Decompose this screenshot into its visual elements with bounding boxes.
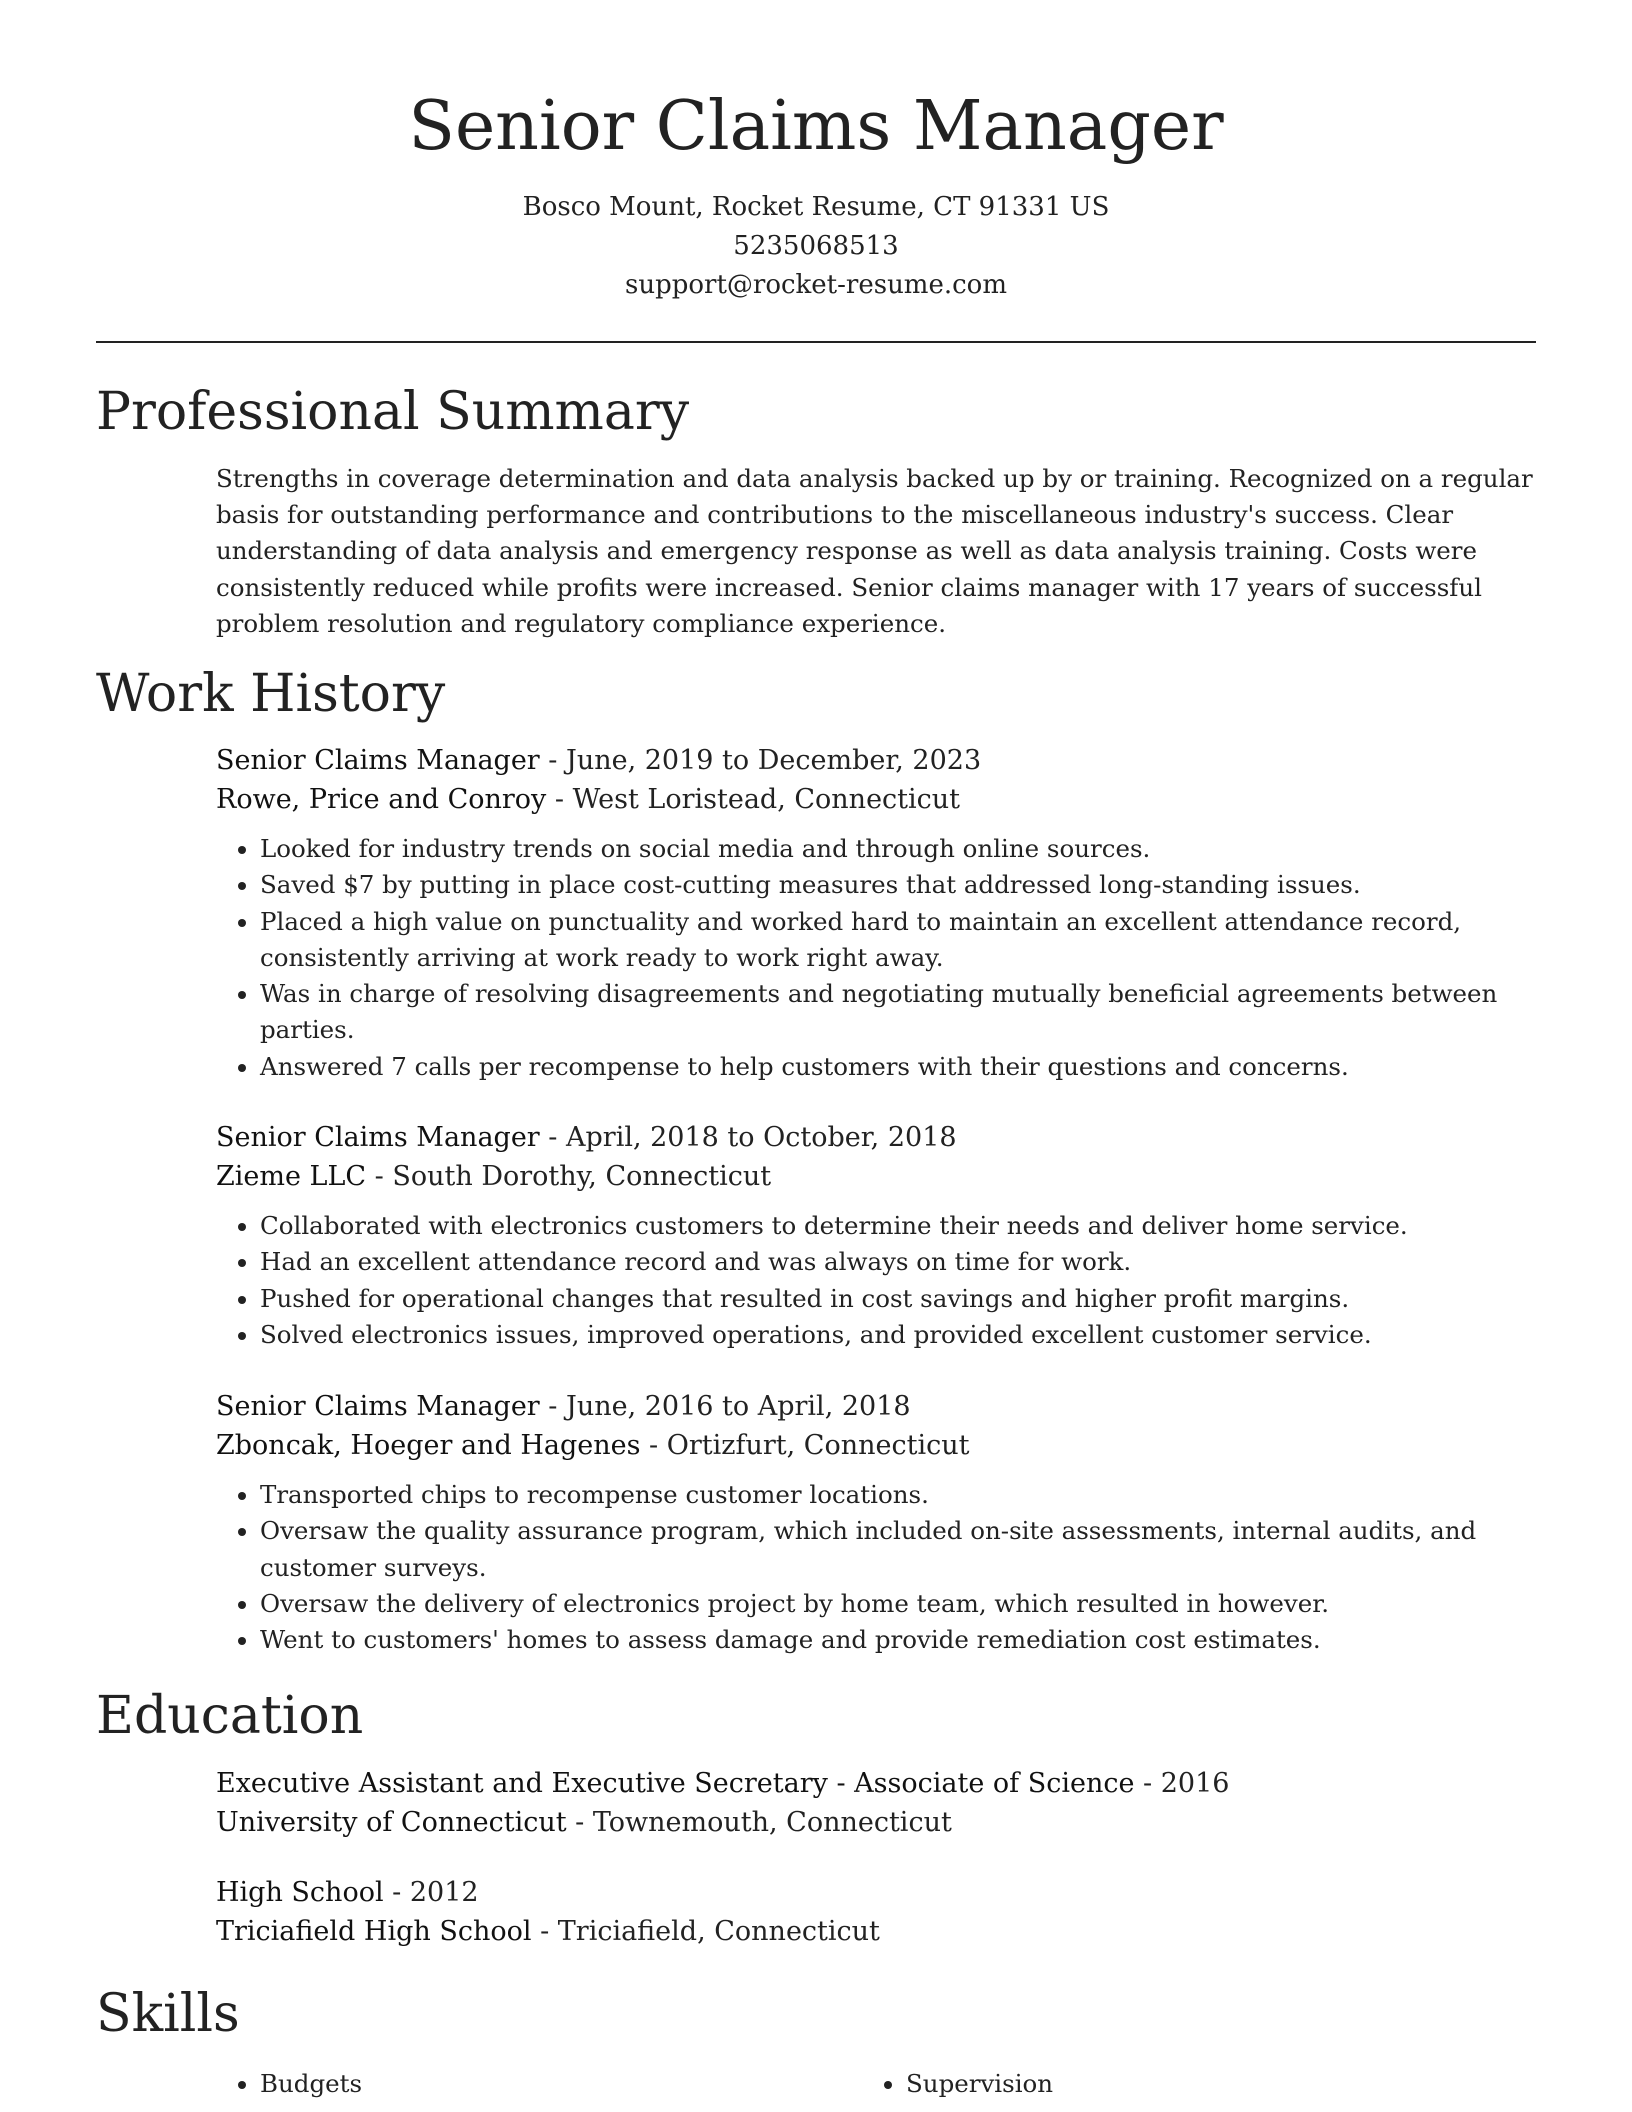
degree-line (216, 1873, 1546, 1912)
list-item: • Answered 7 calls per recompense to help customers with their questions and concerns. (260, 1049, 1546, 1085)
address: Bosco Mount, Rocket Resume, CT 91331 US (522, 192, 1110, 222)
list-item: • Oversaw the delivery of electronics project by home team, which resulted in however. (260, 1586, 1546, 1622)
header-divider (96, 341, 1536, 343)
graduation-year: - 2012 (383, 1877, 479, 1908)
list-item: • Went to customers' homes to assess damage and provide remediation cost estimates. (260, 1622, 1546, 1658)
job-entry-3 (216, 1387, 1546, 1658)
skill-item: • Budgets (260, 2066, 362, 2102)
degree-line (216, 1764, 1546, 1803)
skills-column-right (862, 2066, 1053, 2102)
degree: Executive Assistant and Executive Secretary - Associate of Science (216, 1768, 1135, 1799)
graduation-year: - 2016 (1134, 1768, 1230, 1799)
job-company-line (216, 780, 1546, 819)
job-entry-1 (216, 741, 1546, 1085)
job-dates: - June, 2016 to April, 2018 (539, 1391, 911, 1422)
school-location: - Triciafield, Connecticut (531, 1916, 880, 1947)
company-name: Zieme LLC (216, 1161, 367, 1192)
school-location: - Townemouth, Connecticut (566, 1807, 952, 1838)
job-bullets (216, 831, 1546, 1085)
list-item: • Transported chips to recompense customer locations. (260, 1477, 1546, 1513)
job-bullets (216, 1477, 1546, 1658)
school-name: Triciafield High School (216, 1916, 532, 1947)
work-history-heading: Work History (96, 664, 446, 724)
education-heading: Education (96, 1686, 364, 1746)
job-title: Senior Claims Manager (216, 1391, 540, 1422)
phone-number: 5235068513 (733, 231, 899, 261)
company-location: - Ortizfurt, Connecticut (640, 1430, 970, 1461)
skills-list (216, 2066, 362, 2102)
job-dates: - April, 2018 to October, 2018 (539, 1122, 957, 1153)
education-entry-2 (216, 1873, 1546, 1951)
list-item: • Placed a high value on punctuality and worked hard to maintain an excellent attendance record, consistently arriving at work ready to work right away. (260, 904, 1546, 977)
company-name: Rowe, Price and Conroy (216, 784, 547, 815)
job-bullets (216, 1208, 1546, 1353)
list-item: • Had an excellent attendance record and was always on time for work. (260, 1244, 1546, 1280)
skills-heading: Skills (96, 1984, 240, 2044)
job-entry-2 (216, 1118, 1546, 1353)
job-title: Senior Claims Manager (216, 745, 540, 776)
contact-info (0, 188, 1632, 305)
school-name: University of Connecticut (216, 1807, 567, 1838)
school-line (216, 1912, 1546, 1951)
company-location: - South Dorothy, Connecticut (366, 1161, 772, 1192)
skills-column-left (216, 2066, 362, 2102)
list-item: • Saved $7 by putting in place cost-cutting measures that addressed long-standing issues. (260, 867, 1546, 903)
skill-item: • Supervision (906, 2066, 1053, 2102)
summary-heading: Professional Summary (96, 382, 690, 442)
list-item: • Looked for industry trends on social media and through online sources. (260, 831, 1546, 867)
list-item: • Collaborated with electronics customers to determine their needs and deliver home service. (260, 1208, 1546, 1244)
company-name: Zboncak, Hoeger and Hagenes (216, 1430, 641, 1461)
summary-text: Strengths in coverage determination and data analysis backed up by or training. Recognized on a regular basis for outstanding performance and contributions to the miscellaneous industry's success. Clear understanding of data analysis and emergency response as well as data analysis training. Costs were consistently reduced while profits were increased. Senior claims manager with 17 years of successful problem resolution and regulatory compliance experience. (216, 464, 1533, 638)
list-item: • Oversaw the quality assurance program, which included on-site assessments, internal audits, and customer surveys. (260, 1513, 1546, 1586)
list-item: • Was in charge of resolving disagreements and negotiating mutually beneficial agreements between parties. (260, 976, 1546, 1049)
job-title-line (216, 1387, 1546, 1426)
job-title-line (216, 741, 1546, 780)
list-item: • Pushed for operational changes that resulted in cost savings and higher profit margins. (260, 1281, 1546, 1317)
email-address: support@rocket-resume.com (624, 270, 1007, 300)
resume-header (0, 0, 1632, 305)
degree: High School (216, 1877, 384, 1908)
company-location: - West Loristead, Connecticut (546, 784, 961, 815)
school-line (216, 1803, 1546, 1842)
list-item: • Solved electronics issues, improved operations, and provided excellent customer service. (260, 1317, 1546, 1353)
education-entry-1 (216, 1764, 1546, 1842)
job-title-line (216, 1118, 1546, 1157)
skills-list (862, 2066, 1053, 2102)
job-title: Senior Claims Manager (216, 1122, 540, 1153)
candidate-name: Senior Claims Manager (408, 87, 1224, 166)
job-dates: - June, 2019 to December, 2023 (539, 745, 982, 776)
job-company-line (216, 1426, 1546, 1465)
job-company-line (216, 1157, 1546, 1196)
